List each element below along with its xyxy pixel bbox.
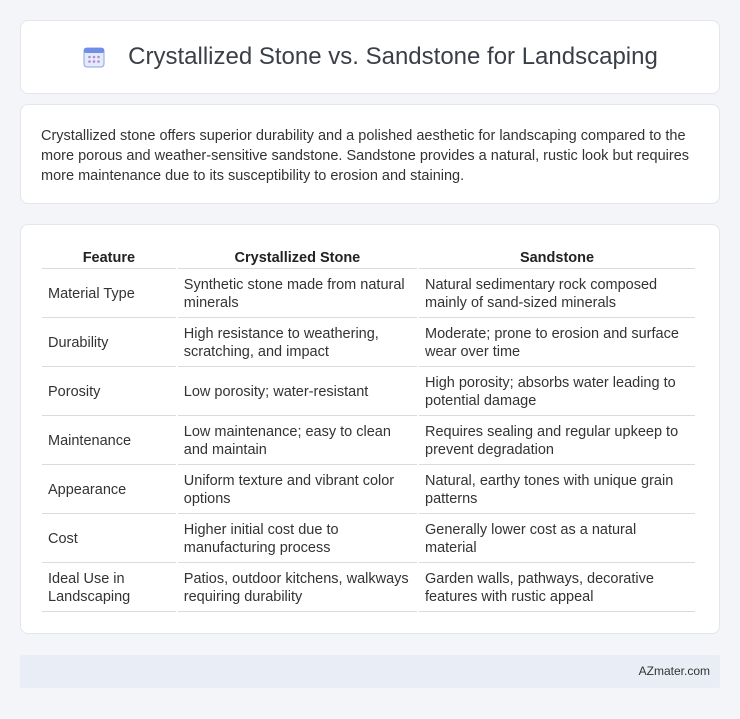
crystallized-cell: Synthetic stone made from natural minerals <box>178 271 417 318</box>
table-row <box>42 516 695 563</box>
crystallized-cell: High resistance to weathering, scratching, and impact <box>178 320 417 367</box>
feature-cell: Durability <box>42 320 176 367</box>
crystallized-cell: Higher initial cost due to manufacturing process <box>178 516 417 563</box>
sandstone-cell: High porosity; absorbs water leading to potential damage <box>419 369 695 416</box>
footer-bar <box>20 655 720 688</box>
intro-paragraph: Crystallized stone offers superior durability and a polished aesthetic for landscaping compared to the more porous and weather-sensitive sandstone. Sandstone provides a natural, rustic look but requires more maintenance due to its susceptibility to erosion and staining. <box>41 128 690 184</box>
sandstone-cell: Generally lower cost as a natural material <box>419 516 695 563</box>
sandstone-cell: Natural, earthy tones with unique grain patterns <box>419 467 695 514</box>
table-row <box>42 418 695 465</box>
sandstone-cell: Garden walls, pathways, decorative features with rustic appeal <box>419 565 695 612</box>
comparison-card <box>20 224 720 634</box>
table-row <box>42 320 695 367</box>
title-card <box>20 20 720 94</box>
table-row <box>42 467 695 514</box>
sandstone-cell: Moderate; prone to erosion and surface wear over time <box>419 320 695 367</box>
calendar-icon <box>82 45 106 69</box>
table-row <box>42 369 695 416</box>
feature-cell: Appearance <box>42 467 176 514</box>
feature-cell: Porosity <box>42 369 176 416</box>
intro-card <box>20 104 720 204</box>
table-row <box>42 565 695 612</box>
crystallized-cell: Low maintenance; easy to clean and maintain <box>178 418 417 465</box>
crystallized-cell: Uniform texture and vibrant color options <box>178 467 417 514</box>
header-sandstone: Sandstone <box>419 247 695 269</box>
source-credit: AZmater.com <box>638 664 710 678</box>
sandstone-cell: Natural sedimentary rock composed mainly of sand-sized minerals <box>419 271 695 318</box>
feature-cell: Cost <box>42 516 176 563</box>
crystallized-cell: Low porosity; water-resistant <box>178 369 417 416</box>
sandstone-cell: Requires sealing and regular upkeep to prevent degradation <box>419 418 695 465</box>
header-feature: Feature <box>42 247 176 269</box>
header-crystallized-stone: Crystallized Stone <box>178 247 417 269</box>
page-title: Crystallized Stone vs. Sandstone for Landscaping <box>128 43 658 70</box>
crystallized-cell: Patios, outdoor kitchens, walkways requiring durability <box>178 565 417 612</box>
feature-cell: Material Type <box>42 271 176 318</box>
feature-cell: Maintenance <box>42 418 176 465</box>
table-header-row <box>42 247 695 269</box>
comparison-table <box>40 245 697 614</box>
table-row <box>42 271 695 318</box>
feature-cell: Ideal Use in Landscaping <box>42 565 176 612</box>
